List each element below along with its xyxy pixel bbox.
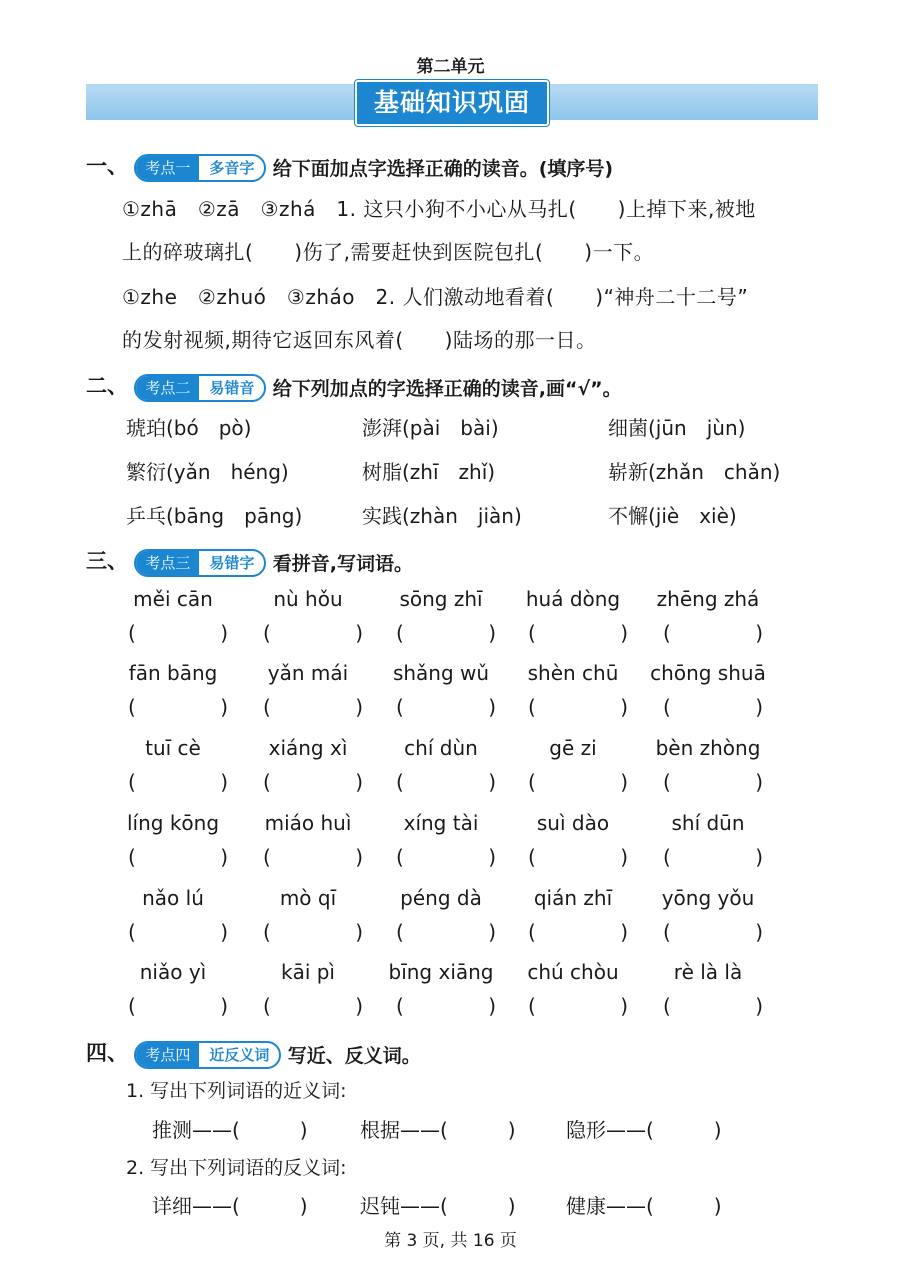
open-paren: ( <box>263 770 271 794</box>
section-badge <box>134 549 266 577</box>
pinyin-label: kāi pì <box>280 960 335 984</box>
badge-point: 考点四 <box>136 1043 199 1067</box>
section-3-header <box>86 545 413 577</box>
open-paren: ( <box>128 920 136 944</box>
section-4-header <box>86 1037 421 1069</box>
close-paren: ) <box>220 770 228 794</box>
page-title: 基础知识巩固 <box>355 80 549 126</box>
pinyin-label: líng kōng <box>126 811 220 835</box>
open-paren: ( <box>396 994 404 1018</box>
close-paren: ) <box>620 770 628 794</box>
pinyin-label: fān bāng <box>128 661 218 685</box>
open-paren: ( <box>396 845 404 869</box>
pron-item: 不懈(jiè xiè) <box>608 504 737 528</box>
open-paren: ( <box>396 920 404 944</box>
badge-topic: 易错音 <box>209 378 255 397</box>
pinyin-label: xíng tài <box>403 811 479 835</box>
close-paren: ) <box>488 920 496 944</box>
open-paren: ( <box>263 845 271 869</box>
section-number: 四、 <box>86 1041 128 1065</box>
pinyin-label: chú chòu <box>527 960 619 984</box>
pinyin-label: péng dà <box>400 886 482 910</box>
pinyin-label: zhēng zhá <box>656 587 760 611</box>
section-instruction: 给下列加点的字选择正确的读音,画“√”。 <box>272 378 622 400</box>
pron-item: 乒乓(bāng pāng) <box>126 504 303 528</box>
open-paren: ( <box>663 920 671 944</box>
pron-item: 实践(zhàn jiàn) <box>362 504 522 528</box>
section-instruction: 看拼音,写词语。 <box>272 553 413 575</box>
section-badge <box>134 374 266 402</box>
close-paren: ) <box>620 845 628 869</box>
pinyin-label: gē zi <box>549 736 597 760</box>
synonym-item: 推测——( ) <box>152 1118 308 1142</box>
close-paren: ) <box>620 920 628 944</box>
open-paren: ( <box>396 770 404 794</box>
section-badge <box>134 1041 281 1069</box>
close-paren: ) <box>355 920 363 944</box>
pinyin-label: bīng xiāng <box>388 960 494 984</box>
close-paren: ) <box>220 621 228 645</box>
close-paren: ) <box>755 994 763 1018</box>
open-paren: ( <box>663 770 671 794</box>
close-paren: ) <box>488 695 496 719</box>
open-paren: ( <box>528 845 536 869</box>
badge-point: 考点一 <box>136 156 199 180</box>
badge-topic: 近反义词 <box>209 1045 270 1064</box>
s1-line-2: 上的碎玻璃扎( )伤了,需要赶快到医院包扎( )一下。 <box>122 240 655 264</box>
open-paren: ( <box>128 621 136 645</box>
open-paren: ( <box>528 994 536 1018</box>
close-paren: ) <box>220 845 228 869</box>
close-paren: ) <box>755 695 763 719</box>
open-paren: ( <box>663 845 671 869</box>
close-paren: ) <box>755 621 763 645</box>
open-paren: ( <box>263 920 271 944</box>
pinyin-label: qián zhī <box>533 886 613 910</box>
unit-label: 第二单元 <box>416 57 485 77</box>
close-paren: ) <box>488 994 496 1018</box>
section-instruction: 给下面加点字选择正确的读音。(填序号) <box>272 158 614 180</box>
antonym-item: 健康——( ) <box>566 1194 722 1218</box>
open-paren: ( <box>128 845 136 869</box>
open-paren: ( <box>528 770 536 794</box>
pinyin-label: chí dùn <box>404 736 478 760</box>
pinyin-label: měi cān <box>133 587 213 611</box>
open-paren: ( <box>128 695 136 719</box>
pron-item: 崭新(zhǎn chǎn) <box>608 460 781 484</box>
close-paren: ) <box>220 695 228 719</box>
section-number: 一、 <box>86 154 128 178</box>
close-paren: ) <box>220 994 228 1018</box>
synonym-question: 1. 写出下列词语的近义词: <box>126 1080 347 1102</box>
open-paren: ( <box>263 994 271 1018</box>
pinyin-label: yǎn mái <box>267 661 349 685</box>
open-paren: ( <box>396 621 404 645</box>
open-paren: ( <box>528 695 536 719</box>
s1-line-1: ①zhā ②zā ③zhá 1. 这只小狗不小心从马扎( )上掉下来,被地 <box>122 197 756 221</box>
section-instruction: 写近、反义词。 <box>287 1045 421 1067</box>
pinyin-label: nǎo lú <box>142 886 204 910</box>
antonym-question: 2. 写出下列词语的反义词: <box>126 1157 347 1179</box>
antonym-item: 详细——( ) <box>152 1194 308 1218</box>
section-2-header <box>86 370 622 402</box>
page-footer: 第 3 页, 共 16 页 <box>384 1231 517 1251</box>
pinyin-label: suì dào <box>536 811 610 835</box>
pron-item: 细菌(jūn jùn) <box>608 416 746 440</box>
open-paren: ( <box>528 621 536 645</box>
pinyin-label: shǎng wǔ <box>392 661 490 685</box>
synonym-item: 隐形——( ) <box>566 1118 722 1142</box>
s1-line-3: ①zhe ②zhuó ③zháo 2. 人们激动地看着( )“神舟二十二号” <box>122 285 749 309</box>
close-paren: ) <box>355 621 363 645</box>
pinyin-label: nù hǒu <box>273 587 343 611</box>
pinyin-label: shèn chū <box>527 661 619 685</box>
close-paren: ) <box>755 920 763 944</box>
pinyin-label: tuī cè <box>145 736 201 760</box>
pron-item: 树脂(zhī zhǐ) <box>362 460 496 484</box>
pinyin-label: bèn zhòng <box>655 736 761 760</box>
close-paren: ) <box>355 845 363 869</box>
pinyin-label: yōng yǒu <box>661 886 755 910</box>
close-paren: ) <box>355 994 363 1018</box>
s1-line-4: 的发射视频,期待它返回东风着( )陆场的那一日。 <box>122 328 597 352</box>
pinyin-label: sōng zhī <box>399 587 483 611</box>
open-paren: ( <box>396 695 404 719</box>
antonym-item: 迟钝——( ) <box>360 1194 516 1218</box>
close-paren: ) <box>620 994 628 1018</box>
synonym-item: 根据——( ) <box>360 1118 516 1142</box>
open-paren: ( <box>528 920 536 944</box>
close-paren: ) <box>755 845 763 869</box>
badge-point: 考点二 <box>136 376 199 400</box>
open-paren: ( <box>128 770 136 794</box>
pinyin-label: rè là là <box>673 960 743 984</box>
open-paren: ( <box>128 994 136 1018</box>
pinyin-label: shí dūn <box>671 811 745 835</box>
open-paren: ( <box>663 621 671 645</box>
close-paren: ) <box>355 770 363 794</box>
pinyin-label: chōng shuā <box>650 661 766 685</box>
pinyin-label: xiáng xì <box>268 736 348 760</box>
close-paren: ) <box>220 920 228 944</box>
close-paren: ) <box>620 621 628 645</box>
pron-item: 繁衍(yǎn héng) <box>126 460 289 484</box>
open-paren: ( <box>663 994 671 1018</box>
close-paren: ) <box>488 770 496 794</box>
pron-item: 澎湃(pài bài) <box>362 416 499 440</box>
open-paren: ( <box>263 621 271 645</box>
close-paren: ) <box>355 695 363 719</box>
close-paren: ) <box>755 770 763 794</box>
badge-point: 考点三 <box>136 551 199 575</box>
close-paren: ) <box>488 845 496 869</box>
open-paren: ( <box>663 695 671 719</box>
pron-item: 琥珀(bó pò) <box>126 416 252 440</box>
pinyin-label: miáo huì <box>264 811 352 835</box>
pinyin-label: huá dòng <box>525 587 621 611</box>
open-paren: ( <box>263 695 271 719</box>
section-number: 三、 <box>86 549 128 573</box>
badge-topic: 易错字 <box>209 553 255 572</box>
section-badge <box>134 154 266 182</box>
section-1-header <box>86 150 613 182</box>
pinyin-label: niǎo yì <box>139 960 207 984</box>
close-paren: ) <box>488 621 496 645</box>
pinyin-label: mò qī <box>279 886 337 910</box>
section-number: 二、 <box>86 374 128 398</box>
badge-topic: 多音字 <box>209 158 255 177</box>
close-paren: ) <box>620 695 628 719</box>
